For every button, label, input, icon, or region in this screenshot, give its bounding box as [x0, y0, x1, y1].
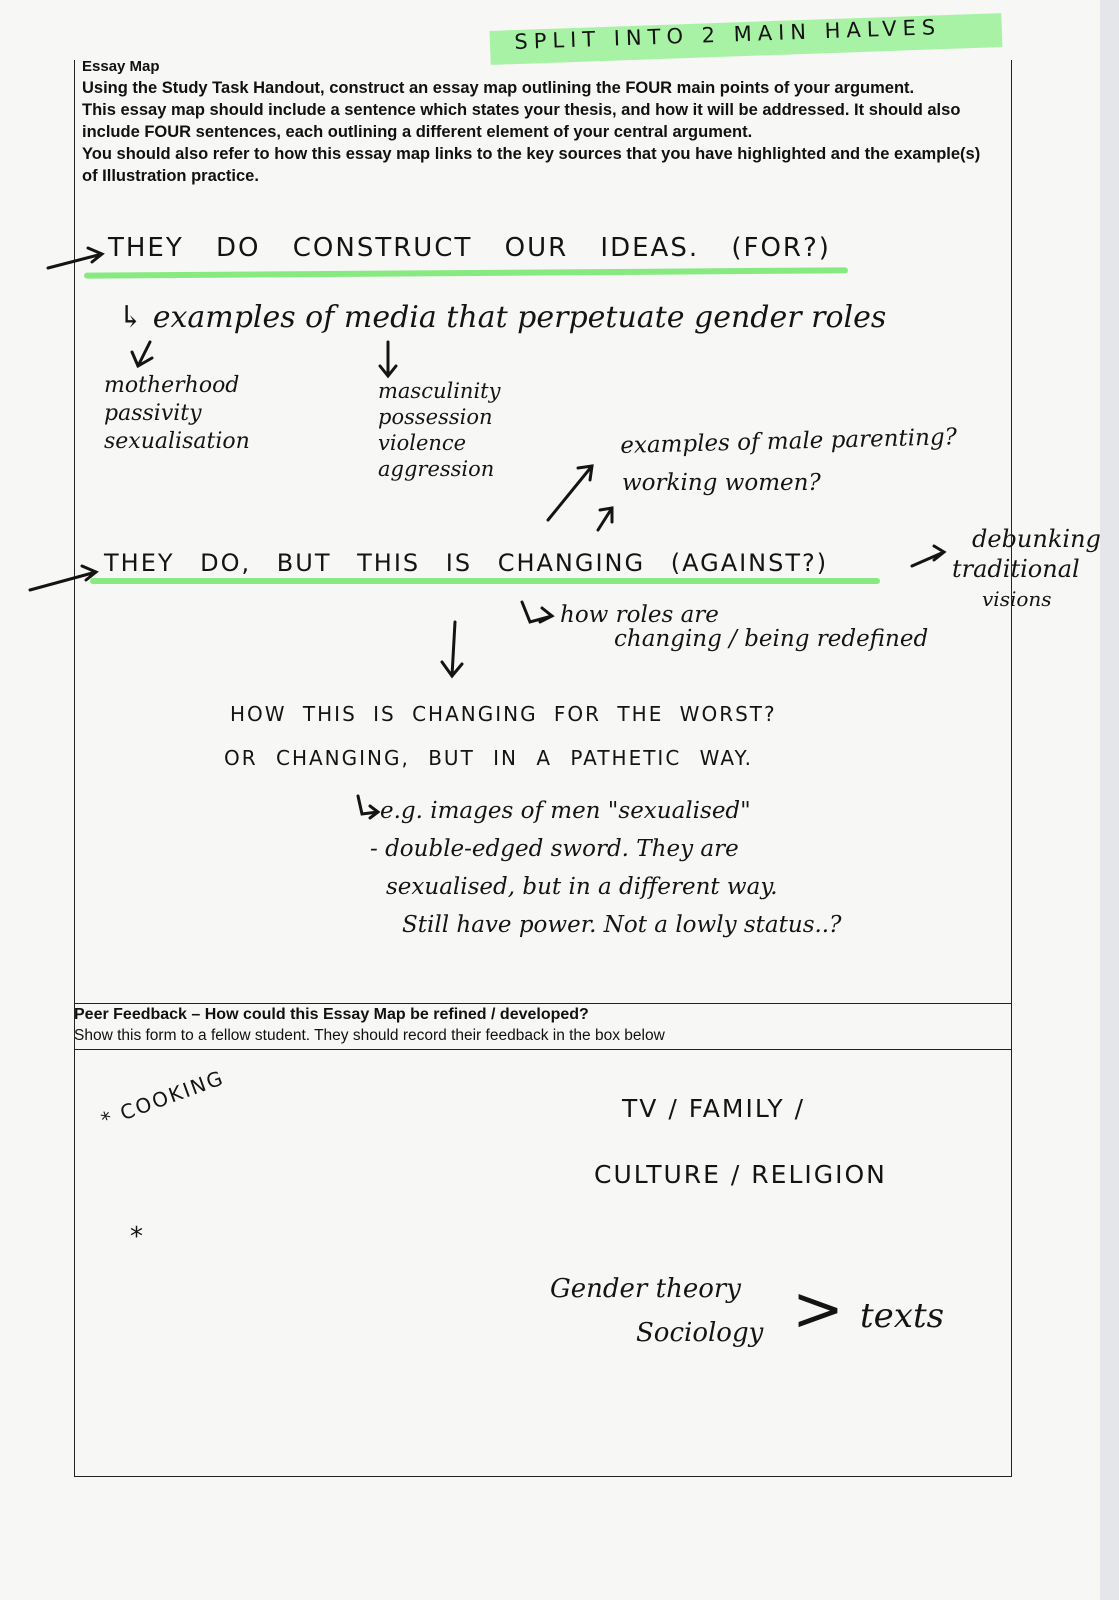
point1-subtext-text: examples of media that perpetuate gender roles: [152, 300, 887, 335]
list-right-item: possession: [378, 405, 493, 429]
list-left: [104, 372, 250, 456]
changing-question-1: HOW THIS IS CHANGING FOR THE WORST?: [230, 702, 777, 726]
eg-line: Still have power. Not a lowly status..?: [402, 912, 842, 938]
side-question-2: working women?: [622, 470, 821, 496]
debunk-note: [952, 524, 1101, 614]
side-question-1: examples of male parenting?: [620, 424, 958, 459]
instruction-1: Using the Study Task Handout, construct an essay map outlining the FOUR main points of your argument.: [82, 79, 915, 97]
roles-line-2: changing / being redefined: [614, 626, 929, 652]
list-right-item: aggression: [378, 457, 495, 481]
feedback-cooking: * COOKING: [97, 1065, 228, 1132]
list-left-item: motherhood: [104, 373, 240, 398]
source-gender-theory: Gender theory: [550, 1274, 741, 1304]
list-right: [378, 378, 500, 482]
feedback-culture-religion: CULTURE / RELIGION: [594, 1160, 887, 1189]
list-left-item: passivity: [104, 401, 202, 426]
point1-heading: THEY DO CONSTRUCT OUR IDEAS. (FOR?): [108, 233, 831, 263]
source-texts: texts: [860, 1296, 945, 1336]
doc-title: Essay Map: [82, 58, 160, 75]
debunk-line: debunking: [972, 525, 1101, 553]
changing-question-2: OR CHANGING, BUT IN A PATHETIC WAY.: [224, 746, 753, 770]
feedback-instruction: Show this form to a fellow student. They should record their feedback in the box below: [74, 1027, 665, 1044]
eg-line: e.g. images of men "sexualised": [380, 798, 751, 824]
source-sociology: Sociology: [636, 1318, 764, 1348]
point1-subtext: ↳ examples of media that perpetuate gender roles: [118, 300, 887, 335]
debunk-line: traditional: [952, 555, 1080, 583]
top-note: SPLIT INTO 2 MAIN HALVES: [514, 15, 942, 54]
eg-block: [370, 792, 842, 944]
list-left-item: sexualisation: [104, 429, 250, 454]
point2-heading: THEY DO, BUT THIS IS CHANGING (AGAINST?): [104, 549, 829, 577]
roles-line-1: how roles are: [560, 602, 719, 628]
eg-line: - double-edged sword. They are: [370, 836, 739, 862]
brace-symbol: >: [792, 1272, 844, 1345]
list-right-item: violence: [378, 431, 467, 455]
feedback-asterisk: *: [130, 1222, 145, 1252]
instruction-2: This essay map should include a sentence which states your thesis, and how it will be addressed. It should also include FOUR sentences, each outlining a different element of your central argument.: [82, 101, 961, 141]
feedback-tv-family: TV / FAMILY /: [622, 1094, 806, 1123]
feedback-title: Peer Feedback – How could this Essay Map be refined / developed?: [74, 1006, 589, 1023]
eg-line: sexualised, but in a different way.: [386, 874, 778, 900]
debunk-line: visions: [982, 587, 1052, 611]
list-right-item: masculinity: [378, 379, 501, 403]
instruction-3: You should also refer to how this essay map links to the key sources that you have highlighted and the example(s) of Illustration practice.: [82, 145, 981, 185]
